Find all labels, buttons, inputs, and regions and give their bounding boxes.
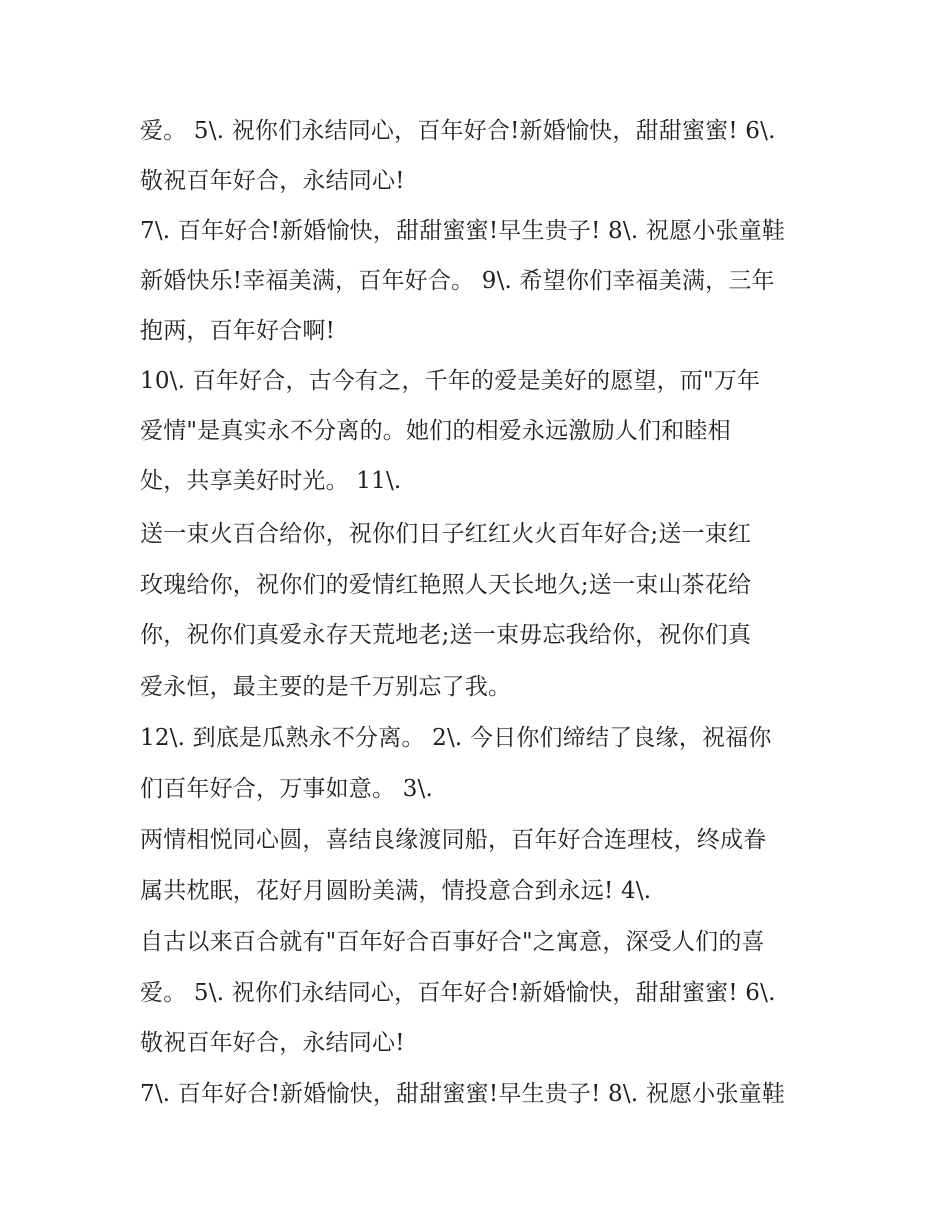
text-line: 新婚快乐!幸福美满，百年好合。 9\. 希望你们幸福美满，三年 [140,268,775,294]
text-line: 爱永恒，最主要的是千万别忘了我。 [140,674,512,700]
text-line: 处，共享美好时光。 11\. [140,468,402,494]
text-line: 爱。 5\. 祝你们永结同心，百年好合!新婚愉快，甜甜蜜蜜! 6\. [140,118,776,144]
text-line: 你，祝你们真爱永存天荒地老;送一束毋忘我给你，祝你们真 [140,622,752,648]
text-line: 10\. 百年好合，古今有之，千年的爱是美好的愿望，而"万年 [140,368,761,394]
text-line: 两情相悦同心圆，喜结良缘渡同船，百年好合连理枝，终成眷 [140,827,767,853]
text-line: 敬祝百年好合，永结同心! [140,1030,405,1056]
text-line: 抱两，百年好合啊! [140,318,336,344]
text-line: 玫瑰给你，祝你们的爱情红艳照人天长地久;送一束山茶花给 [140,572,752,598]
text-line: 敬祝百年好合，永结同心! [140,168,405,194]
text-line: 们百年好合，万事如意。 3\. [140,776,434,802]
text-line: 自古以来百合就有"百年好合百事好合"之寓意，深受人们的喜 [140,929,765,955]
text-line: 送一束火百合给你，祝你们日子红红火火百年好合;送一束红 [140,521,752,547]
text-line: 12\. 到底是瓜熟永不分离。 2\. 今日你们缔结了良缘，祝福你 [140,725,772,751]
text-line: 爱情"是真实永不分离的。她们的相爱永远激励人们和睦相 [140,418,731,444]
text-line: 7\. 百年好合!新婚愉快，甜甜蜜蜜!早生贵子! 8\. 祝愿小张童鞋 [140,1081,786,1107]
text-line: 爱。 5\. 祝你们永结同心，百年好合!新婚愉快，甜甜蜜蜜! 6\. [140,980,776,1006]
text-line: 7\. 百年好合!新婚愉快，甜甜蜜蜜!早生贵子! 8\. 祝愿小张童鞋 [140,218,786,244]
text-line: 属共枕眠，花好月圆盼美满，情投意合到永远! 4\. [140,878,652,904]
